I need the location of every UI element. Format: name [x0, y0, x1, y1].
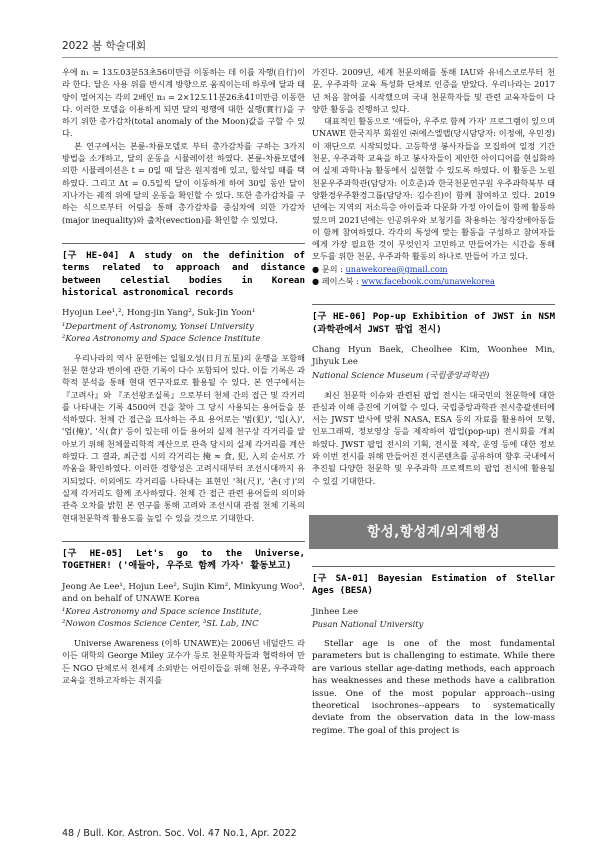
email-line: ● 문의 : unawekorea@gmail.com — [312, 263, 448, 274]
he05-authors: Jeong Ae Lee¹, Hojun Lee², Sujin Kim², Minkyung Woo³, and on behalf of UNAWE Korea — [62, 581, 305, 604]
sa01-body: Stellar age is one of the most fundamental parameters but is challenging to estimate. While there are various stellar age-dating methods, each approach has weaknesses and these methods have a calibration issue. One of the most popular approach--using theoretical isochrones--appears to systematically deviate from the observation data in the low-mass regime. The goal of this project is — [312, 638, 555, 736]
he05-affiliation-2: ²Nowon Cosmos Science Center, ³SL Lab, INC — [62, 618, 259, 629]
facebook-link[interactable]: www.facebook.com/unawekorea — [361, 276, 495, 287]
he06-authors: Chang Hyun Baek, Cheolhee Kim, Woonhee Min, Jihyuk Lee — [312, 345, 555, 368]
divider — [312, 566, 555, 567]
he06-title: [구 HE-06] Pop-up Exhibition of JWST in NSM (과학관에서 JWST 팝업 전시) — [312, 311, 555, 335]
divider — [62, 243, 305, 244]
he06-affiliation: National Science Museum (국립중앙과학관) — [312, 369, 490, 380]
right-column — [312, 66, 555, 737]
he04-affiliation-2: ²Korea Astronomy and Space Science Institute — [62, 332, 261, 343]
page-footer: 48 / Bull. Kor. Astron. Soc. Vol. 47 No.1, Apr. 2022 — [62, 828, 297, 839]
header-rule — [62, 57, 558, 58]
divider — [62, 541, 305, 542]
he04-authors: Hyojun Lee¹,², Hong-jin Yang², Suk-Jin Yoon¹ — [62, 308, 256, 319]
he05-body-continued-2: 대표적인 활동으로 '애들아, 우주로 함께 가자' 프로그램이 있으며 UNAWE 한국지부 회원인 ㈜에스엘랩(당시담당자: 이정애, 우민경)이 재단으로 시작되었다. 고등학생 봉사자들을 모집하여 일정 기간 천문, 우주과학 교육을 하고 봉사자들이 제안한 아이디어를 현실화하여 실제 과학나눔 활동에서 실현할 수 있도록 하였다. 이 활동은 노원천문우주과학관(담당자: 이호준)과 한국천문연구원 우주과학북부 태양환경우주환경그룹(담당자: 김수진)이 함께 참여하고 있다. 2019년에는 지역의 저소득층 아이들과 다문화 가정 아이들이 함께 활동하였으며 2021년에는 인공위우와 보청기를 착용하는 청각장애아동들이 함께 참여하였다. 각각의 특성에 맞는 활동을 구성하고 참여자들에게 가장 필요한 것이 무엇인지 고민하고 만들어가는 시간을 통해 모두를 위한 천문, 우주과학 활동의 하나로 만들어 가고 있다. — [312, 116, 555, 262]
sa01-authors: Jinhee Lee — [312, 606, 359, 617]
sa01-affiliation: Pusan National University — [312, 618, 424, 629]
left-column — [62, 66, 305, 686]
divider — [312, 304, 555, 305]
he04-body: 우리나라의 역사 문헌에는 일월오성(日月五星)의 운행을 포함해 천문 현상과 변이에 관한 기록이 다수 포함되어 있다. 이들 기록은 과학적 분석을 통해 현대 연구자료로 활용될 수 있다. 본 연구에서는 『고려사』와 『조선왕조실록』으로부터 천체 간의 접근 및 각거리를 나타내는 기록 4500여 건을 찾아 그 당시 사용되는 용어들을 분석하였다. 천체 간 접근을 묘사하는 주요 용어로는 '범(犯)', '입(入)', '엄(掩)', '식(食)' 등이 있는데 이들 용어의 실제 천구상 각거리를 알아보기 위해 천체물리학적 계산으로 관측 당시의 실제 각거리를 계산하였다. 그 결과, 최근접 시의 각거리는 掩 ≈ 食, 犯, 入의 순서로 가까움을 확인하였다. 이러한 경향성은 고려시대부터 조선시대까지 유지되었다. 이외에도 각거리를 나타내는 표현인 '척(尺)', '촌(寸)'의 실제 각거리도 함께 조사하였다. 천체 간 접근 관련 용어들의 의미와 관측 오차를 밝힌 본 연구를 통해 고려와 조선시대 관점 천체 기록의 현대천문학적 활용도를 높일 수 있을 것으로 기대한다. — [62, 352, 305, 523]
he05-body-continued: 가진다. 2009년, 세계 천문의해를 통해 IAU와 유네스코로부터 천문, 우주과학 교육 특성화 단체로 인증을 받았다. 우리나라는 2017년 처음 참여를 시작했으며 국내 천문학자들 및 관련 교육자들이 다양한 활동을 진행하고 있다. — [312, 67, 555, 114]
page-header: 2022 봄 학술대회 — [62, 40, 147, 52]
email-link[interactable]: unawekorea@gmail.com — [345, 263, 448, 274]
he05-affiliation-1: ¹Korea Astronomy and Space science Institute, — [62, 606, 262, 617]
facebook-line: ● 페이스북 : www.facebook.com/unawekorea — [312, 276, 495, 287]
he04-affiliation-1: ¹Department of Astronomy, Yonsei University — [62, 320, 254, 331]
sa01-title: [구 SA-01] Bayesian Estimation of Stellar Ages (BESA) — [312, 572, 555, 597]
intro-paragraph-2: 본 연구에서는 본륜-차륜모델로 부터 총가감차를 구하는 3가지 방법을 소개하고, 달의 운동을 시뮬레이션 하였다. 본륜-차륜모델에 의한 시뮬레이션은 t = 0일 때 달은 원지점에 있고, 합삭일 때를 택하였다. 그리고 Δt = 0.5일씩 달이 이동하게 하여 30일 동안 달이 지나가는 궤적 위에 달의 운동을 확인할 수 있다. 또한 총가감차를 구하는 식으로부터 어림을 통해 총가감차를 중심차에 의한 가감차(major inequality)와 출차(evection)를 확인할 수 있었다. — [62, 140, 305, 225]
section-banner: 항성,항성계/외계행성 — [309, 515, 558, 549]
he05-title: [구 HE-05] Let's go to the Universe, TOGETHER! ('애들아, 우주로 함께 가자' 활동보고) — [62, 547, 305, 572]
intro-paragraph-1: 우에 n₁ = 13도03분53초56미만큼 이동하는 데 이를 자행(自行)이라 한다. 달은 사용 위를 반시계 방향으로 움직이는데 하루에 달과 태양이 멀어지는 각의 2배인 n₃ = 2×12도11분26초41미만큼 이동한다. 이러한 모델을 이용하게 되면 달의 평행에 대한 실행(實行)을 구하기 위한 총가감차(total anomaly of the Moon)값을 구할 수 있다. — [62, 67, 305, 139]
he05-body: Universe Awareness (이하 UNAWE)는 2006년 네덜란드 라이든 대학의 George Miley 교수가 등로 천문학자들과 협력하여 만든 NGO 단체로서 전세계 소외받는 어린이들을 위해 천문, 우주과학 교육을 전하고자하는 취지를 — [62, 638, 305, 685]
he06-body: 최신 천문학 이슈와 관련된 팝업 전시는 대국민의 천문학에 대한 관심과 이해 증진에 기여할 수 있다. 국립중앙과학관 전시총괄센터에서는 JWST 발사에 맞춰 NASA, ESA 등의 자료를 활용하여 모형, 인포그래픽, 정보영상 등을 제작하여 팝업(pop-up) 전시회를 개최하였다. JWST 팝업 전시의 기획, 전시물 제작, 운영 등에 대한 정보와 이번 전시를 위해 만들어진 전시콘텐츠를 공유하며 향후 국내에서 추진될 다양한 천문학 및 우주과학 프로젝트의 팝업 전시에 활용될 수 있길 기대한다. — [312, 389, 555, 486]
he04-title: [구 HE-04] A study on the definition of terms related to approach and distance between celestial bodies in Korean historical astronomical records — [62, 249, 305, 299]
